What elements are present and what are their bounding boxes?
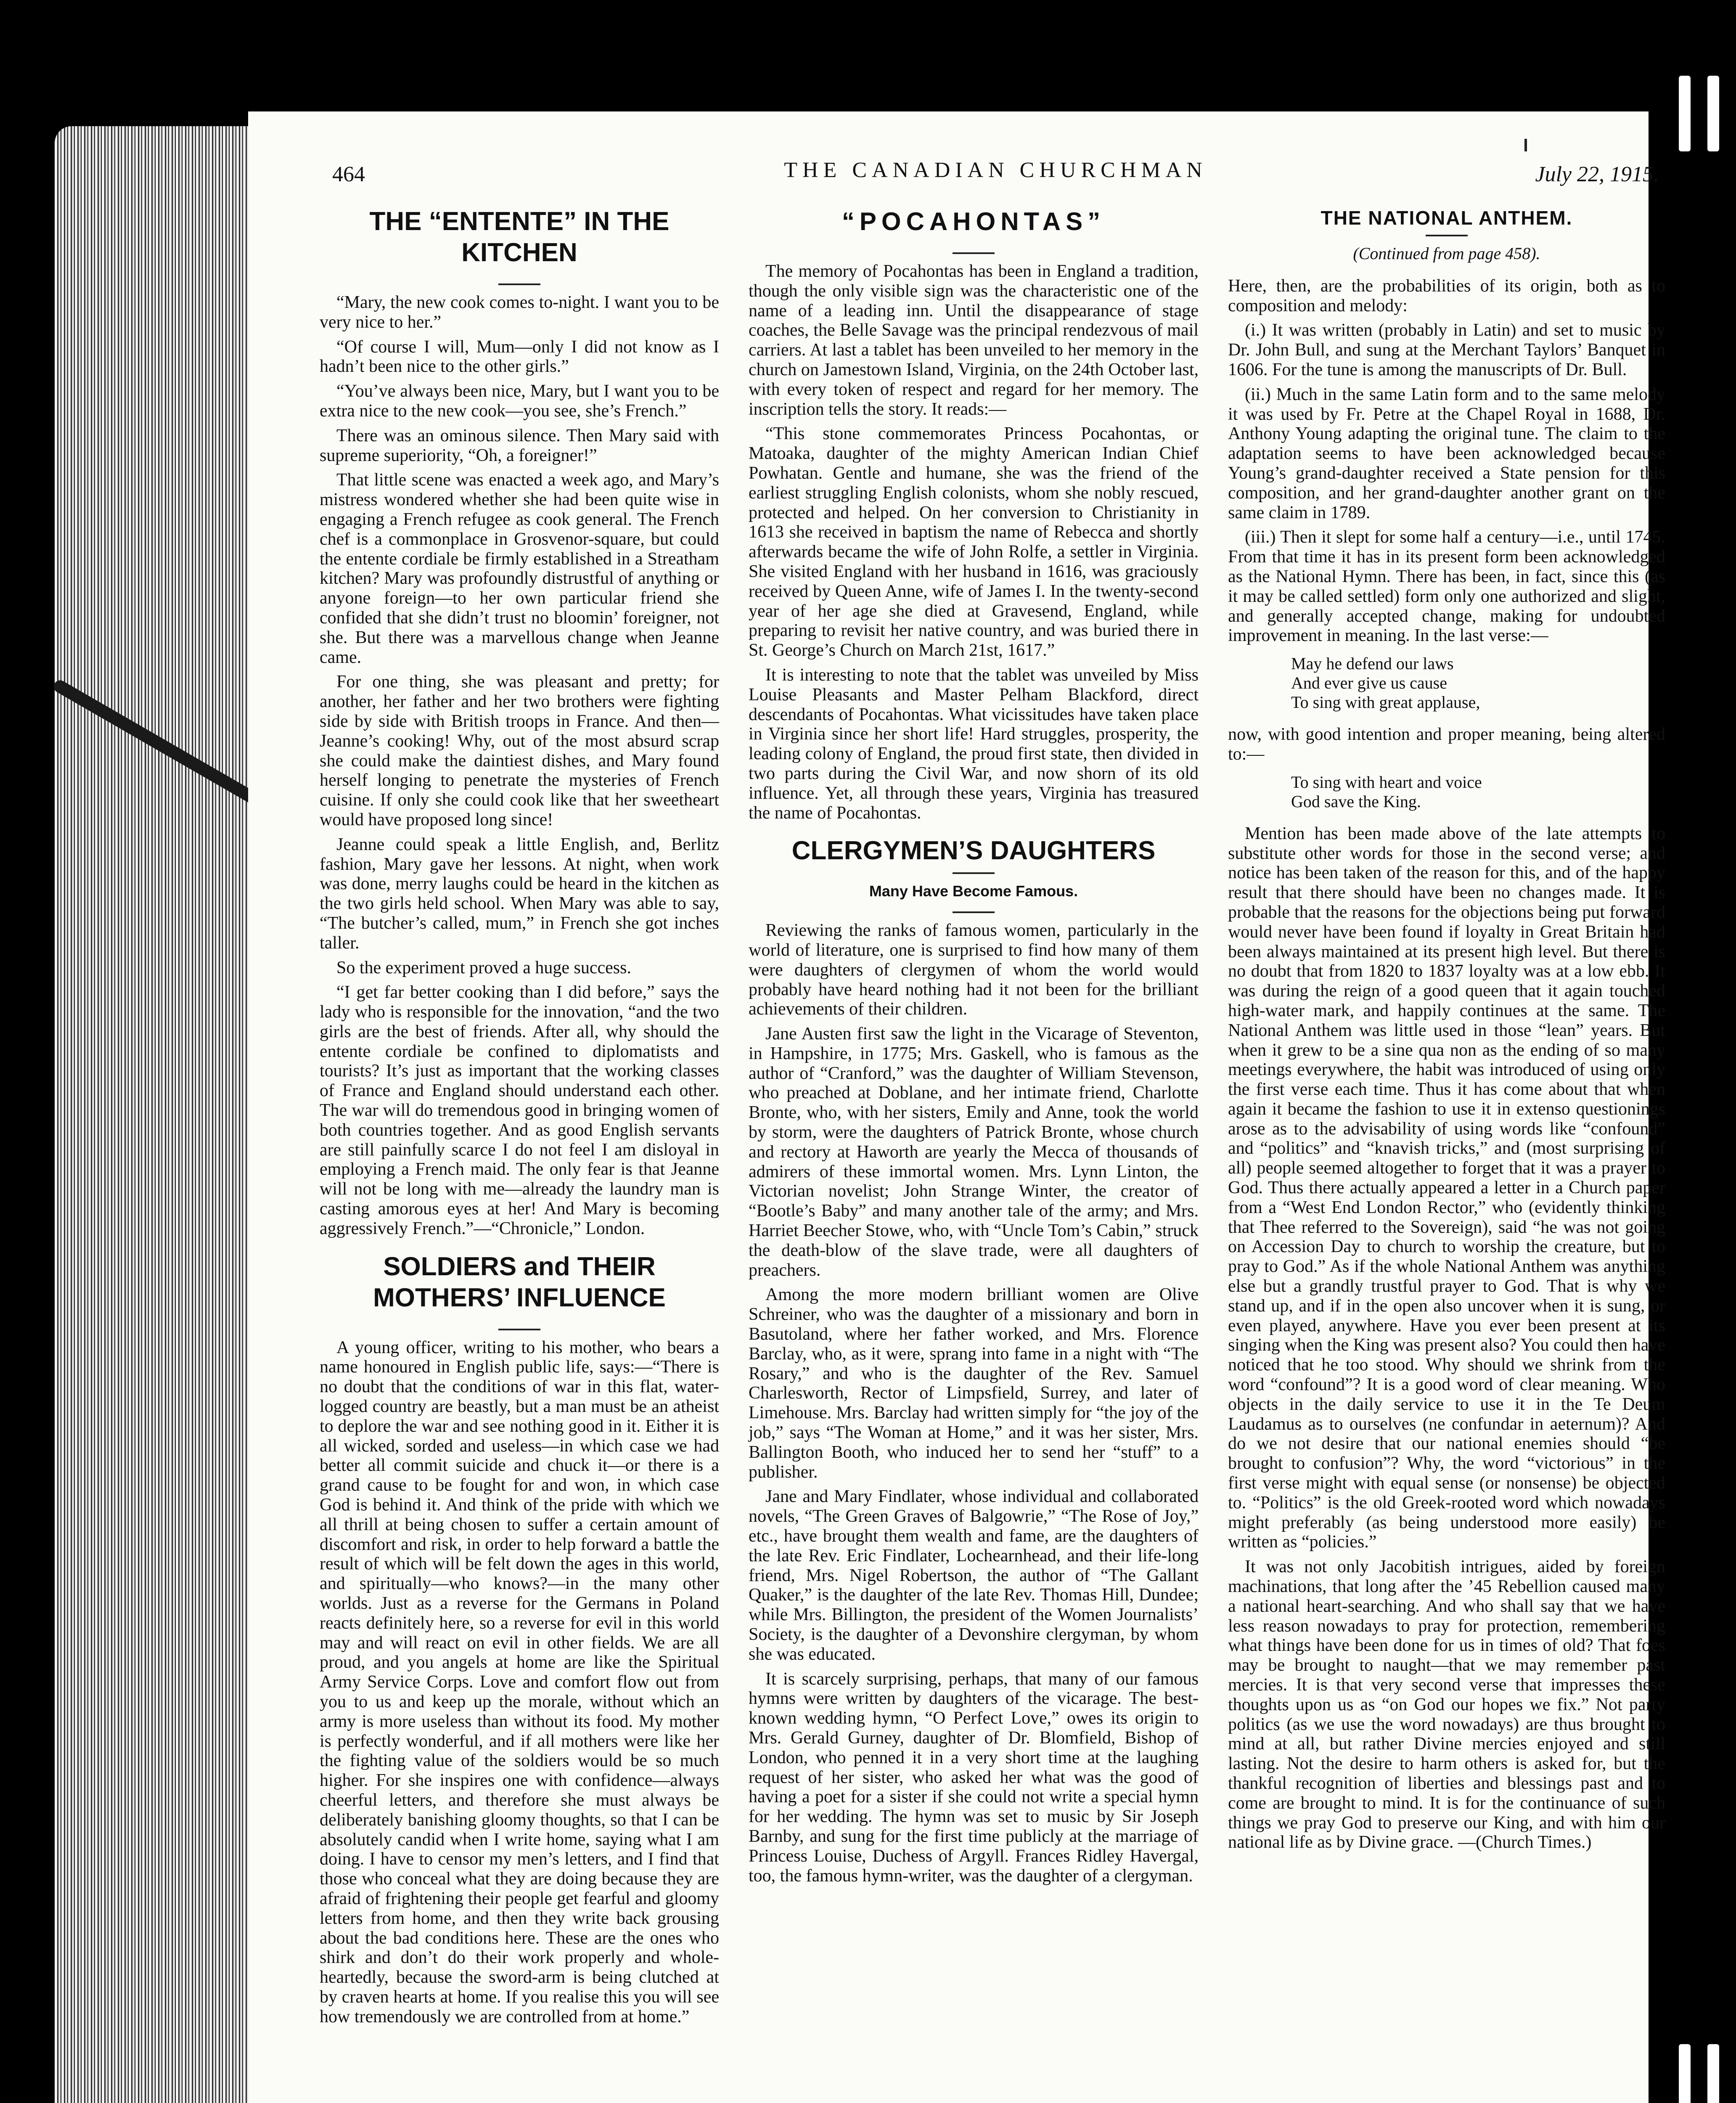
paragraph: It is scarcely surprising, perhaps, that many of our famous hymns were written by daughters of the vicarage. The best-known wedding hymn, “O Perfect Love,” owes its origin to Mrs. Gerald Gurney, daughter of Dr. Blomfield, Bishop of London, who penned it in a very short time at the laughing request of her sister, who asked her what was the good of having a poet for a sister if she could not write a special hymn for her wedding. The hymn was set to music by Sir Joseph Barnby, and sung for the first time publicly at the marriage of Princess Louise, Duchess of Argyll. Frances Ridley Havergal, too, the famous hymn-writer, was the daughter of a clergyman. bbox=[749, 1669, 1199, 1886]
paragraph: (i.) It was written (probably in Latin) and set to music by Dr. John Bull, and sung at the Merchant Taylors’ Banquet in 1606. For the tune is among the manuscripts of Dr. Bull. bbox=[1228, 320, 1665, 379]
page-number: 464 bbox=[332, 162, 365, 186]
paragraph: Jane and Mary Findlater, whose individual and collaborated novels, “The Green Graves of Balgowrie,” “The Rose of Joy,” etc., have brought them wealth and fame, are the daughters of the late Rev. Eric Findlater, Lochearnhead, and their life-long friend, Mrs. Nigel Robertson, the author of “The Gallant Quaker,” is the daughter of the late Rev. Thomas Hill, Dundee; while Mrs. Billington, the president of the Women Journalists’ Society, is the daughter of a Devonshire clergyman, by whom she was educated. bbox=[749, 1487, 1199, 1664]
paragraph: Reviewing the ranks of famous women, particularly in the world of literature, one is surprised to find how many of them were daughters of clergymen of whom the world would probably have heard nothing had it not been for the brilliant achievements of their children. bbox=[749, 921, 1199, 1019]
verse-line: And ever give us cause bbox=[1291, 673, 1447, 693]
verse-line: To sing with great applause, bbox=[1291, 693, 1480, 712]
scan-marks-top bbox=[1679, 76, 1719, 151]
verse-line: May he defend our laws bbox=[1291, 654, 1454, 673]
scan-marks-bottom bbox=[1679, 2044, 1719, 2103]
title-rule bbox=[953, 872, 995, 874]
paragraph: (ii.) Much in the same Latin form and to the same melody it was used by Fr. Petre at the Chapel Royal in 1688, Dr. Anthony Young adapting the original tune. The claim to the adaptation seems to have been acknowledged because Young’s grand-daughter received a State pension for this composition, and her grand-daughter another grant on the same claim in 1789. bbox=[1228, 384, 1665, 522]
page-mark bbox=[1524, 139, 1527, 151]
running-head bbox=[332, 158, 1659, 196]
paragraph: Mention has been made above of the late attempts to substitute other words for those in the second verse; and notice has been taken of the reason for this, and of the happy result that there should have been no changes made. It is probable that the reasons for the objections being put forward would never have been found if loyalty in Great Britain had been always maintained at its present high level. But there is no doubt that from 1820 to 1837 loyalty was at a low ebb. It was during the reign of a good queen that it again touched high-water mark, and happily continues at the same. The National Anthem was little used in those “lean” years. But when it grew to be a sine qua non as the ending of so many meetings everywhere, the habit was introduced of using only the first verse each time. Thus it has come about that when again it became the fashion to use it in extenso questionings arose as to the advisability of using words like “confound” and “politics” and “knavish tricks,” and (most surprising of all) people seemed altogether to forget that it was a prayer to God. Thus there actually appeared a letter in a Church paper from a “West End London Rector,” who (evidently thinking that Thee referred to the Sovereign), said “he was not going on Accession Day to church to worship the creature, but to pray to God.” As if the whole National Anthem was anything else but a grandly trustful prayer to God. That is why we stand up, and if in the open also uncover when it is sung, or even played, anywhere. Have you ever been present at its singing when the King was present also? You could then have noticed that he too stood. Why should we shrink from the word “confound”? It is a good word of clear meaning. Who objects in the daily service to use it in the Te Deum Laudamus as to ourselves (ne confundar in aeternum)? And do we not desire that our national enemies should “be brought to confusion”? Why, the word “victorious” in the first verse might with equal sense (or nonsense) be objected to. “Politics” is the old Greek-rooted word which nowadays might preferably (as being understood more easily) be written as “policies.” bbox=[1228, 824, 1665, 1552]
article-subtitle: Many Have Become Famous. bbox=[869, 882, 1078, 900]
article-title-soldiers: SOLDIERS and THEIR MOTHERS’ INFLUENCE bbox=[373, 1252, 666, 1312]
article-title-anthem: THE NATIONAL ANTHEM. bbox=[1321, 207, 1573, 229]
masthead: THE CANADIAN CHURCHMAN bbox=[784, 158, 1207, 182]
paragraph: A young officer, writing to his mother, who bears a name honoured in English public life, says:—“There is no doubt that the conditions of war in this flat, water-logged country are beastly, but a man must be an atheist to deplore the war and see nothing good in it. Either it is all wicked, sorded and useless—in which case we had better all commit suicide and chuck it—or there is a grand cause to be fought for and won, in which case God is behind it. And think of the pride with which we all thrill at being chosen to suffer a certain amount of discomfort and risk, in order to help forward a battle the result of which will be felt down the ages in this world, and spiritually—who knows?—in the many other worlds. Just as a reverse for the Germans in Poland reacts definitely here, so a reverse for evil in this world may and will react on evil in other fields. We are all proud, and you angels at home are like the Spiritual Army Service Corps. Love and comfort flow out from you to us and keep up the morale, without which an army is more useless than without its food. My mother is perfectly wonderful, and if all mothers were like her the fighting value of the soldiers would be so much higher. For she inspires one with confidence—always cheerful letters, and therefore she must always be deliberately banishing gloomy thoughts, so that I can be absolutely candid when I write home, saying what I am doing. I have to censor my men’s letters, and I find that those who conceal what they are doing because they are afraid of frightening their people get fearful and gloomy letters from home, and then they write back grousing about the bad conditions here. These are the ones who shirk and don’t do their work properly and whole-heartedly, because the sword-arm is being clutched at by craven hearts at home. If you realise this you will see how tremendously we are controlled from at home.” bbox=[320, 1338, 719, 2026]
paragraph: So the experiment proved a huge success. bbox=[336, 958, 631, 977]
title-rule bbox=[953, 252, 995, 254]
column-middle bbox=[749, 202, 1199, 1891]
paragraph: For one thing, she was pleasant and pretty; for another, her father and her two brothers were fighting side by side with British troops in France. And then—Jeanne’s cooking! Why, out of the most absurd scrap she could make the daintiest dishes, and Mary found herself longing to penetrate the mysteries of French cuisine. If only she could cook like that her sweetheart would have proposed long since! bbox=[320, 672, 719, 829]
continuation-note: (Continued from page 458). bbox=[1353, 244, 1540, 263]
paragraph: “I get far better cooking than I did before,” says the lady who is responsible for the innovation, “and the two girls are the best of friends. After all, why should the entente cordiale be confined to diplomatists and tourists? It’s just as important that the working classes of France and England should understand each other. The war will do tremendous good in bringing women of both countries together. And as good English servants are still painfully scarce I do not feel I am disloyal in employing a French maid. The only fear is that Jeanne will not be long with me—already the laundry man is casting amorous eyes at her! And Mary is becoming aggressively French.”—“Chronicle,” London. bbox=[320, 983, 719, 1238]
subtitle-rule bbox=[953, 911, 995, 913]
paragraph: “Of course I will, Mum—only I did not know as I hadn’t been nice to the other girls.” bbox=[320, 337, 719, 376]
title-rule bbox=[498, 1329, 540, 1330]
title-rule bbox=[498, 283, 540, 285]
paragraph: now, with good intention and proper meaning, being altered to:— bbox=[1228, 725, 1665, 764]
title-rule bbox=[1426, 235, 1468, 236]
article-title-entente: THE “ENTENTE” IN THE KITCHEN bbox=[369, 207, 670, 267]
column-left bbox=[320, 202, 719, 2032]
paragraph: Jane Austen first saw the light in the Vicarage of Steventon, in Hampshire, in 1775; Mrs. Gaskell, who is famous as the author of “Cranford,” was the daughter of William Stevenson, who preached at Doblane, and her intimate friend, Charlotte Bronte, who, with her sisters, Emily and Anne, took the world by storm, were the daughters of Patrick Bronte, whose church and rectory at Haworth are yearly the Mecca of thousands of admirers of these immortal women. Mrs. Lynn Linton, the Victorian novelist; John Strange Winter, the creator of “Bootle’s Baby” and many another tale of the army; and Mrs. Harriet Beecher Stowe, who, with “Uncle Tom’s Cabin,” struck the death-blow of the slave trade, were all daughters of preachers. bbox=[749, 1024, 1199, 1280]
paragraph: It was not only Jacobitish intrigues, aided by foreign machinations, that long after the ’45 Rebellion caused many a national heart-searching. And who shall say that we have less reason nowadays to pray for protection, remembering what things have been done for us in times of old? That foes may be brought to naught—that we may remember past mercies. It is that very second verse that impresses these thoughts upon us as “on God our hopes we fix.” Not party politics (as we use the word nowadays) are thus brought to mind at all, but rather Divine mercies enjoyed and still lasting. Not the desire to harm others is asked for, but the thankful recognition of liberties and blessings past and to come are brought to mind. It is for the continuance of such things we pray God to preserve our King, and with him our national life as by Divine grace. —(Church Times.) bbox=[1228, 1557, 1665, 1852]
paragraph: (iii.) Then it slept for some half a century—i.e., until 1745. From that time it has in its present form been acknowledged as the National Hymn. There has been, in fact, since this (as it may be called settled) form only one authorized and slight, and generally accepted change, making for undoubted improvement in meaning. In the last verse:— bbox=[1228, 527, 1665, 646]
paragraph: Among the more modern brilliant women are Olive Schreiner, who was the daughter of a missionary and born in Basutoland, where her father worked, and Mrs. Florence Barclay, who, as it were, sprang into fame in a night with “The Rosary,” and who is the daughter of the Rev. Samuel Charlesworth, Rector of Limpsfield, Surrey, and later of Limehouse. Mrs. Barclay had written simply for “the joy of the job,” says “The Woman at Home,” and it was her sister, Mrs. Ballington Booth, who induced her to send her “stuff” to a publisher. bbox=[749, 1285, 1199, 1482]
paragraph: There was an ominous silence. Then Mary said with supreme superiority, “Oh, a foreigner!” bbox=[320, 426, 719, 465]
paragraph: The memory of Pocahontas has been in England a tradition, though the only visible sign was the characteristic one of the name of a leading inn. Until the disappearance of stage coaches, the Belle Savage was the principal rendezvous of mail carriers. At last a tablet has been unveiled to her memory in the church on Jamestown Island, Virginia, on the 24th October last, with every token of respect and regard for her memory. The inscription tells the story. It reads:— bbox=[749, 262, 1199, 419]
article-title-pocahontas: “POCAHONTAS” bbox=[842, 207, 1106, 236]
paragraph: It is interesting to note that the tablet was unveiled by Miss Louise Pleasants and Master Pelham Blackford, direct descendants of Pocahontas. What vicissitudes have taken place in Virginia since her short life! Hard struggles, prosperity, the leading colony of England, the proud first state, then divided in two parts during the Civil War, and now shorn of its old influence. Yet, all through these years, Virginia has treasured the name of Pocahontas. bbox=[749, 665, 1199, 823]
verse-quote bbox=[1291, 773, 1665, 811]
paragraph: “This stone commemorates Princess Pocahontas, or Matoaka, daughter of the mighty American Indian Chief Powhatan. Gentle and humane, she was the friend of the earliest struggling English colonists, whom she nobly rescued, protected and helped. On her conversion to Christianity in 1613 she received in baptism the name of Rebecca and shortly afterwards became the wife of John Rolfe, a settler in Virginia. She visited England with her husband in 1616, was graciously received by Queen Anne, wife of James I. In the twenty-second year of her age she died at Gravesend, England, while preparing to revisit her native country, and was buried there in St. George’s Church on March 21st, 1617.” bbox=[749, 424, 1199, 660]
paragraph: “Mary, the new cook comes to-night. I want you to be very nice to her.” bbox=[320, 293, 719, 332]
verse-line: God save the King. bbox=[1291, 792, 1421, 811]
paragraph: That little scene was enacted a week ago, and Mary’s mistress wondered whether she had been quite wise in engaging a French refugee as cook general. The French chef is a commonplace in Grosvenor-square, but could the entente cordiale be firmly established in a Streatham kitchen? Mary was profoundly distrustful of anything or anyone foreign—to her own particular friend she confided that she didn’t trust no bloomin’ foreigner, not she. But there was a marvellous change when Jeanne came. bbox=[320, 470, 719, 667]
verse-line: To sing with heart and voice bbox=[1291, 772, 1482, 792]
paragraph: “You’ve always been nice, Mary, but I want you to be extra nice to the new cook—you see, she’s French.” bbox=[320, 381, 719, 421]
issue-date: July 22, 1915. bbox=[1535, 162, 1659, 186]
paragraph: Here, then, are the probabilities of its origin, both as to composition and melody: bbox=[1228, 276, 1665, 315]
book-page-edges bbox=[55, 126, 252, 2103]
verse-quote bbox=[1291, 654, 1665, 712]
paragraph: Jeanne could speak a little English, and, Berlitz fashion, Mary gave her lessons. At night, when work was done, merry laughs could be heard in the kitchen as the two girls held school. When Mary was able to say, “The butcher’s called, mum,” in French she got inches taller. bbox=[320, 834, 719, 953]
column-right bbox=[1228, 202, 1665, 1857]
article-title-daughters: CLERGYMEN’S DAUGHTERS bbox=[791, 836, 1156, 866]
